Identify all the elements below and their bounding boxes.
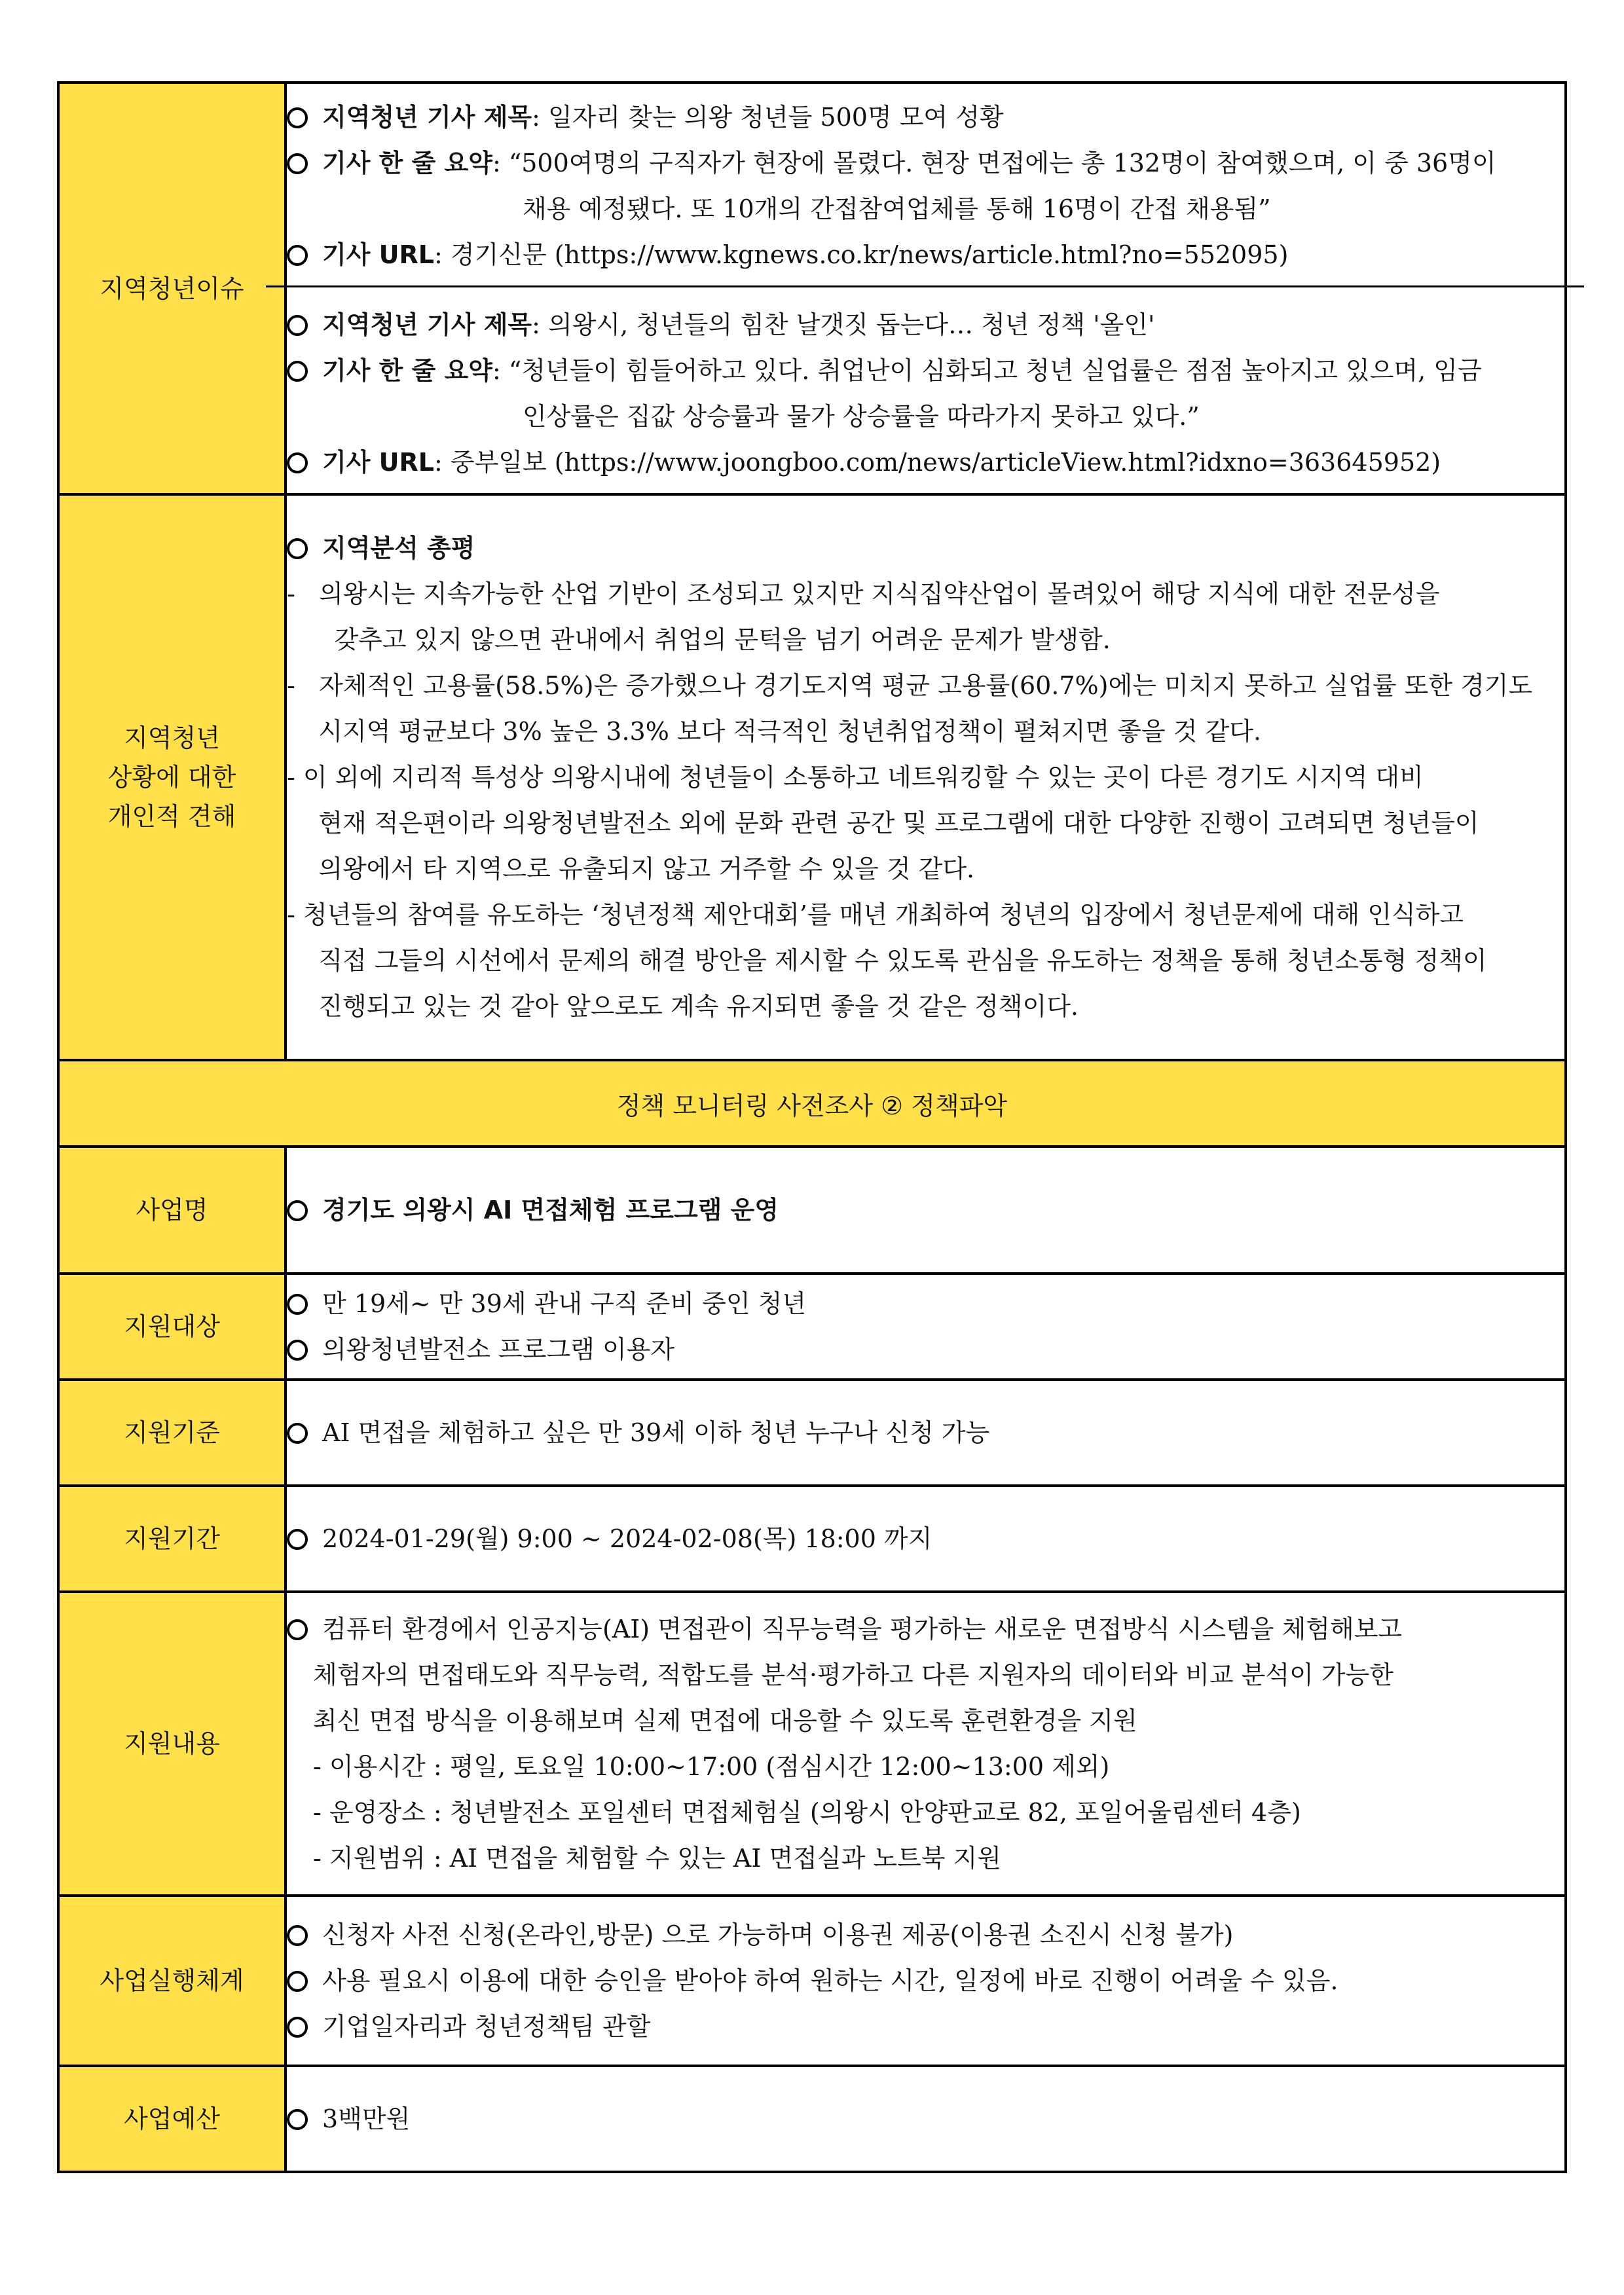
bullet-circle-icon	[287, 2017, 308, 2038]
period-row	[58, 1486, 1566, 1592]
bullet-circle-icon	[287, 315, 308, 336]
banner-row	[58, 1060, 1566, 1147]
bullet-circle-icon	[287, 1423, 308, 1444]
target-content: 만 19세~ 만 39세 관내 구직 준비 중인 청년 의왕청년발전소 프로그램 이용자	[286, 1274, 1566, 1380]
issue-url[interactable]: : 중부일보 (https://www.joongboo.com/news/articleView.html?idxno=363645952)	[434, 448, 1441, 477]
opinion-line: 갖추고 있지 않으면 관내에서 취업의 문턱을 넘기 어려운 문제가 발생함.	[287, 625, 1111, 654]
bullet-circle-icon	[287, 153, 308, 174]
system-content: 신청자 사전 신청(온라인,방문) 으로 가능하며 이용권 제공(이용권 소진시 신청 불가) 사용 필요시 이용에 대한 승인을 받아야 하여 원하는 시간, 일정에 바로 진행이 어려울 수 있음. 기업일자리과 청년정책팀 관할	[286, 1896, 1566, 2066]
issue-summary-cont: 인상률은 집값 상승률과 물가 상승률을 따라가지 못하고 있다.”	[523, 402, 1200, 431]
opinion-line: 의왕에서 타 지역으로 유출되지 않고 거주할 수 있을 것 같다.	[287, 854, 975, 883]
issue-summary-cont: 채용 예정됐다. 또 10개의 간접참여업체를 통해 16명이 간접 채용됨”	[523, 194, 1271, 223]
period-content: 2024-01-29(월) 9:00 ~ 2024-02-08(목) 18:00 까지	[286, 1486, 1566, 1592]
bullet-circle-icon	[287, 1294, 308, 1315]
issue-summary: : “청년들이 힘들어하고 있다. 취업난이 심화되고 청년 실업률은 점점 높아지고 있으며, 임금	[492, 356, 1482, 385]
bullet-circle-icon	[287, 1529, 308, 1550]
bullet-circle-icon	[287, 361, 308, 382]
opinion-content	[286, 494, 1566, 1060]
issues-content	[286, 83, 1566, 494]
bullet-circle-icon	[287, 245, 308, 266]
opinion-line: - 청년들의 참여를 유도하는 ‘청년정책 제안대회’를 매년 개최하여 청년의 입장에서 청년문제에 대해 인식하고	[287, 900, 1464, 929]
issue-title: : 일자리 찾는 의왕 청년들 500명 모여 성황	[532, 103, 1004, 132]
opinion-line: - 의왕시는 지속가능한 산업 기반이 조성되고 있지만 지식집약산업이 몰려있어 해당 지식에 대한 전문성을	[287, 579, 1440, 608]
issue-url[interactable]: : 경기신문 (https://www.kgnews.co.kr/news/article.html?no=552095)	[434, 240, 1289, 269]
content-label: 지원내용	[58, 1592, 286, 1896]
opinion-line: 진행되고 있는 것 같아 앞으로도 계속 유지되면 좋을 것 같은 정책이다.	[287, 992, 1079, 1021]
budget-label: 사업예산	[58, 2066, 286, 2172]
report-table	[57, 81, 1567, 2173]
business-content	[286, 1147, 1566, 1274]
bullet-circle-icon	[287, 107, 308, 128]
period-label: 지원기간	[58, 1486, 286, 1592]
issue-item: 지역청년 기사 제목: 의왕시, 청년들의 힘찬 날갯짓 돕는다… 청년 정책 '올인' 기사 한 줄 요약: “청년들이 힘들어하고 있다. 취업난이 심화되고 청년 실업률은 점점 높아지고 있으며, 임금 인상률은 집값 상승률과 물가 상승률을 따라가지 못하고 있다.” 기사 URL: 중부일보 (https://www.joongboo.com/news/articleView.html?idxno=363645952)	[266, 285, 1584, 493]
bullet-circle-icon	[287, 1925, 308, 1946]
criteria-label: 지원기준	[58, 1380, 286, 1486]
target-label: 지원대상	[58, 1274, 286, 1380]
bullet-circle-icon	[287, 1200, 308, 1221]
issue-summary: : “500여명의 구직자가 현장에 몰렸다. 현장 면접에는 총 132명이 참여했으며, 이 중 36명이	[492, 149, 1496, 177]
business-label: 사업명	[58, 1147, 286, 1274]
bullet-circle-icon	[287, 2109, 308, 2130]
budget-content: 3백만원	[286, 2066, 1566, 2172]
issues-row	[58, 83, 1566, 494]
opinion-line: - 자체적인 고용률(58.5%)은 증가했으나 경기도지역 평균 고용률(60.7%)에는 미치지 못하고 실업률 또한 경기도	[287, 671, 1533, 700]
budget-row	[58, 2066, 1566, 2172]
system-row	[58, 1896, 1566, 2066]
criteria-row	[58, 1380, 1566, 1486]
bullet-circle-icon	[287, 538, 308, 559]
opinion-heading: 지역분석 총평	[322, 534, 475, 562]
opinion-row	[58, 494, 1566, 1060]
section-banner: 정책 모니터링 사전조사 ② 정책파악	[58, 1060, 1566, 1147]
issue-item: 지역청년 기사 제목: 일자리 찾는 의왕 청년들 500명 모여 성황 기사 한 줄 요약: “500여명의 구직자가 현장에 몰렸다. 현장 면접에는 총 132명이 참여했으며, 이 중 36명이 채용 예정됐다. 또 10개의 간접참여업체를 통해 16명이 간접 채용됨” 기사 URL: 경기신문 (https://www.kgnews.co.kr/news/article.html?no=552095)	[287, 84, 1564, 285]
issues-label: 지역청년이슈	[58, 83, 286, 494]
system-label: 사업실행체계	[58, 1896, 286, 2066]
target-row	[58, 1274, 1566, 1380]
bullet-circle-icon	[287, 1619, 308, 1640]
opinion-line: 시지역 평균보다 3% 높은 3.3% 보다 적극적인 청년취업정책이 펼쳐지면 좋을 것 같다.	[287, 717, 1262, 746]
business-name: 경기도 의왕시 AI 면접체험 프로그램 운영	[322, 1196, 779, 1224]
business-row	[58, 1147, 1566, 1274]
support-content: 컴퓨터 환경에서 인공지능(AI) 면접관이 직무능력을 평가하는 새로운 면접방식 시스템을 체험해보고 체험자의 면접태도와 직무능력, 적합도를 분석·평가하고 다른 지원자의 데이터와 비교 분석이 가능한 최신 면접 방식을 이용해보며 실제 면접에 대응할 수 있도록 훈련환경을 지원 - 이용시간 : 평일, 토요일 10:00~17:00 (점심시간 12:00~13:00 제외) - 운영장소 : 청년발전소 포일센터 면접체험실 (의왕시 안양판교로 82, 포일어울림센터 4층) - 지원범위 : AI 면접을 체험할 수 있는 AI 면접실과 노트북 지원	[286, 1592, 1566, 1896]
criteria-content: AI 면접을 체험하고 싶은 만 39세 이하 청년 누구나 신청 가능	[286, 1380, 1566, 1486]
bullet-circle-icon	[287, 1971, 308, 1992]
bullet-circle-icon	[287, 1340, 308, 1361]
bullet-circle-icon	[287, 452, 308, 473]
issue-title: : 의왕시, 청년들의 힘찬 날갯짓 돕는다… 청년 정책 '올인'	[532, 310, 1155, 339]
content-row	[58, 1592, 1566, 1896]
opinion-label: 지역청년 상황에 대한 개인적 견해	[58, 494, 286, 1060]
opinion-line: 직접 그들의 시선에서 문제의 해결 방안을 제시할 수 있도록 관심을 유도하는 정책을 통해 청년소통형 정책이	[287, 946, 1487, 975]
opinion-line: 현재 적은편이라 의왕청년발전소 외에 문화 관련 공간 및 프로그램에 대한 다양한 진행이 고려되면 청년들이	[287, 809, 1479, 837]
opinion-line: - 이 외에 지리적 특성상 의왕시내에 청년들이 소통하고 네트워킹할 수 있는 곳이 다른 경기도 시지역 대비	[287, 763, 1424, 792]
